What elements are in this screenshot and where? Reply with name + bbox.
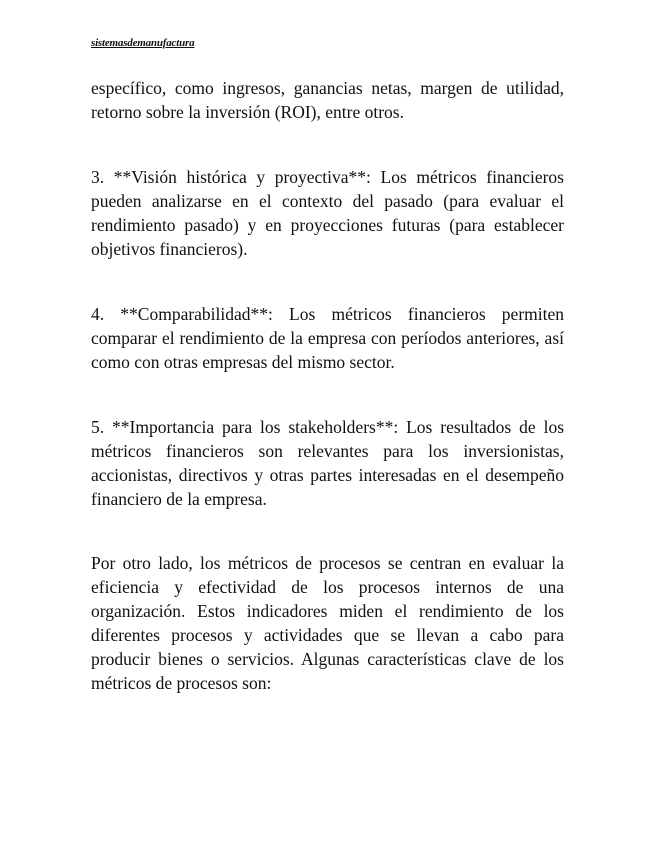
paragraph-process-metrics: Por otro lado, los métricos de procesos se centran en evaluar la eficiencia y efectividad de los procesos internos de una organización. Estos indicadores miden el rendimiento de los diferentes procesos y actividades que se llevan a cabo para producir bienes o servicios. Algunas características clave de los métricos de procesos son: [91, 553, 564, 693]
paragraph-comparability: 4. **Comparabilidad**: Los métricos financieros permiten comparar el rendimiento de la empresa con períodos anteriores, así como con otras empresas del mismo sector. [91, 304, 564, 372]
paragraph-stakeholders: 5. **Importancia para los stakeholders**: Los resultados de los métricos financieros son relevantes para los inversionistas, accionistas, directivos y otras partes interesadas en el desempeño financiero de la empresa. [91, 417, 564, 509]
page-header: sistemasdemanufactura [91, 37, 195, 49]
paragraph-historical-projective: 3. **Visión histórica y proyectiva**: Los métricos financieros pueden analizarse en el contexto del pasado (para evaluar el rendimiento pasado) y en proyecciones futuras (para establecer objetivos financieros). [91, 167, 564, 259]
paragraph-roi-examples: específico, como ingresos, ganancias netas, margen de utilidad, retorno sobre la inversión (ROI), entre otros. [91, 78, 564, 122]
